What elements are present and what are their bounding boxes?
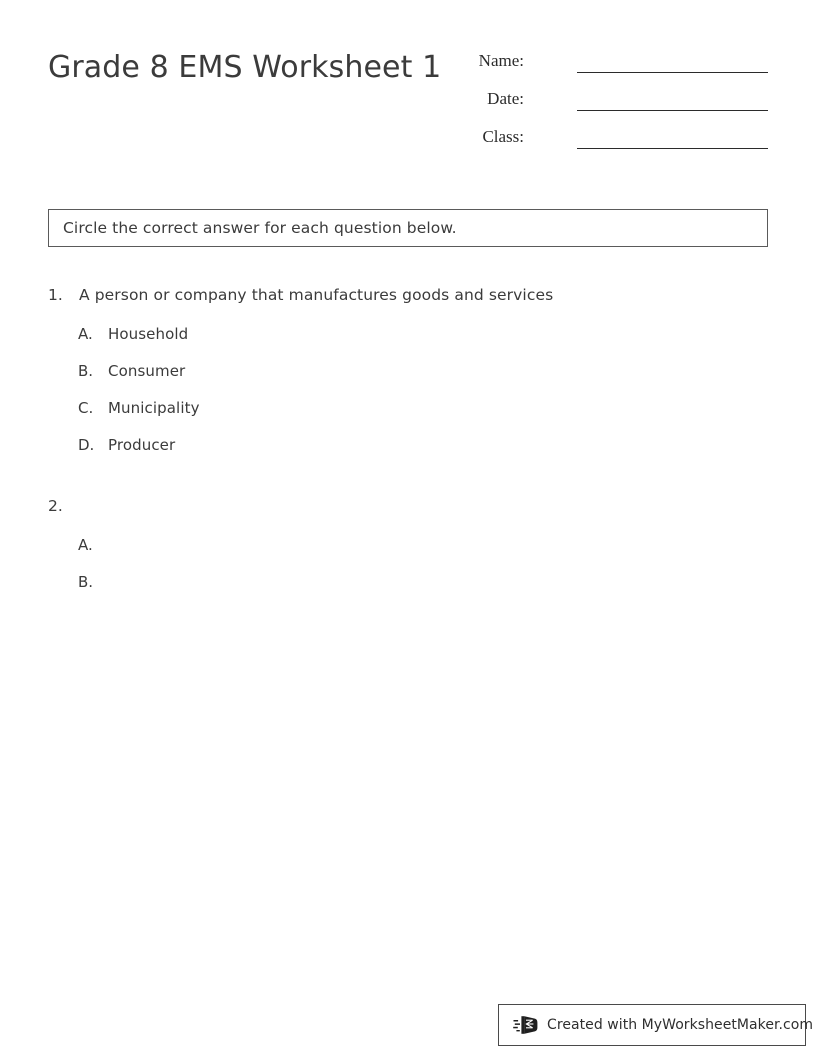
option-text: Municipality [108,399,200,417]
date-input-line[interactable] [577,110,768,111]
instruction-text: Circle the correct answer for each question below. [63,219,457,237]
question-header [0,283,816,307]
option-text: Household [108,325,189,343]
worksheet-header [0,0,816,175]
option-text [108,571,816,593]
answer-options [0,534,816,593]
option-letter: A. [78,325,93,343]
question-number: 1. [48,286,63,304]
option-letter: D. [78,436,95,454]
instruction-box [48,209,768,247]
option-text: Consumer [108,362,186,380]
answer-option[interactable] [0,397,816,419]
answer-option[interactable] [0,534,816,556]
name-input-line[interactable] [577,72,768,73]
answer-option[interactable] [0,571,816,593]
student-info-block [446,50,771,164]
myworksheetmaker-logo-icon [513,1013,539,1037]
question-text: A person or company that manufactures goods and services [79,286,554,304]
option-letter: B. [78,573,94,591]
questions-list [0,283,816,621]
answer-option[interactable] [0,360,816,382]
question-item [0,494,816,593]
question-text [79,494,816,518]
page-title: Grade 8 EMS Worksheet 1 [48,50,442,85]
question-header [0,494,816,518]
date-label: Date: [487,89,524,108]
name-label: Name: [478,51,524,70]
answer-option[interactable] [0,323,816,345]
footer-attribution-text: Created with MyWorksheetMaker.com [547,1017,814,1033]
option-letter: A. [78,536,93,554]
answer-option[interactable] [0,434,816,456]
question-spacer [0,484,816,494]
info-row-name [446,50,771,88]
option-letter: C. [78,399,94,417]
option-text [108,534,816,556]
answer-options [0,323,816,456]
info-row-date [446,88,771,126]
option-letter: B. [78,362,94,380]
option-text: Producer [108,436,176,454]
footer-attribution-badge[interactable] [498,1004,814,1046]
info-row-class [446,126,771,164]
class-label: Class: [482,127,524,146]
question-item [0,283,816,456]
class-input-line[interactable] [577,148,768,149]
question-number: 2. [48,497,63,515]
